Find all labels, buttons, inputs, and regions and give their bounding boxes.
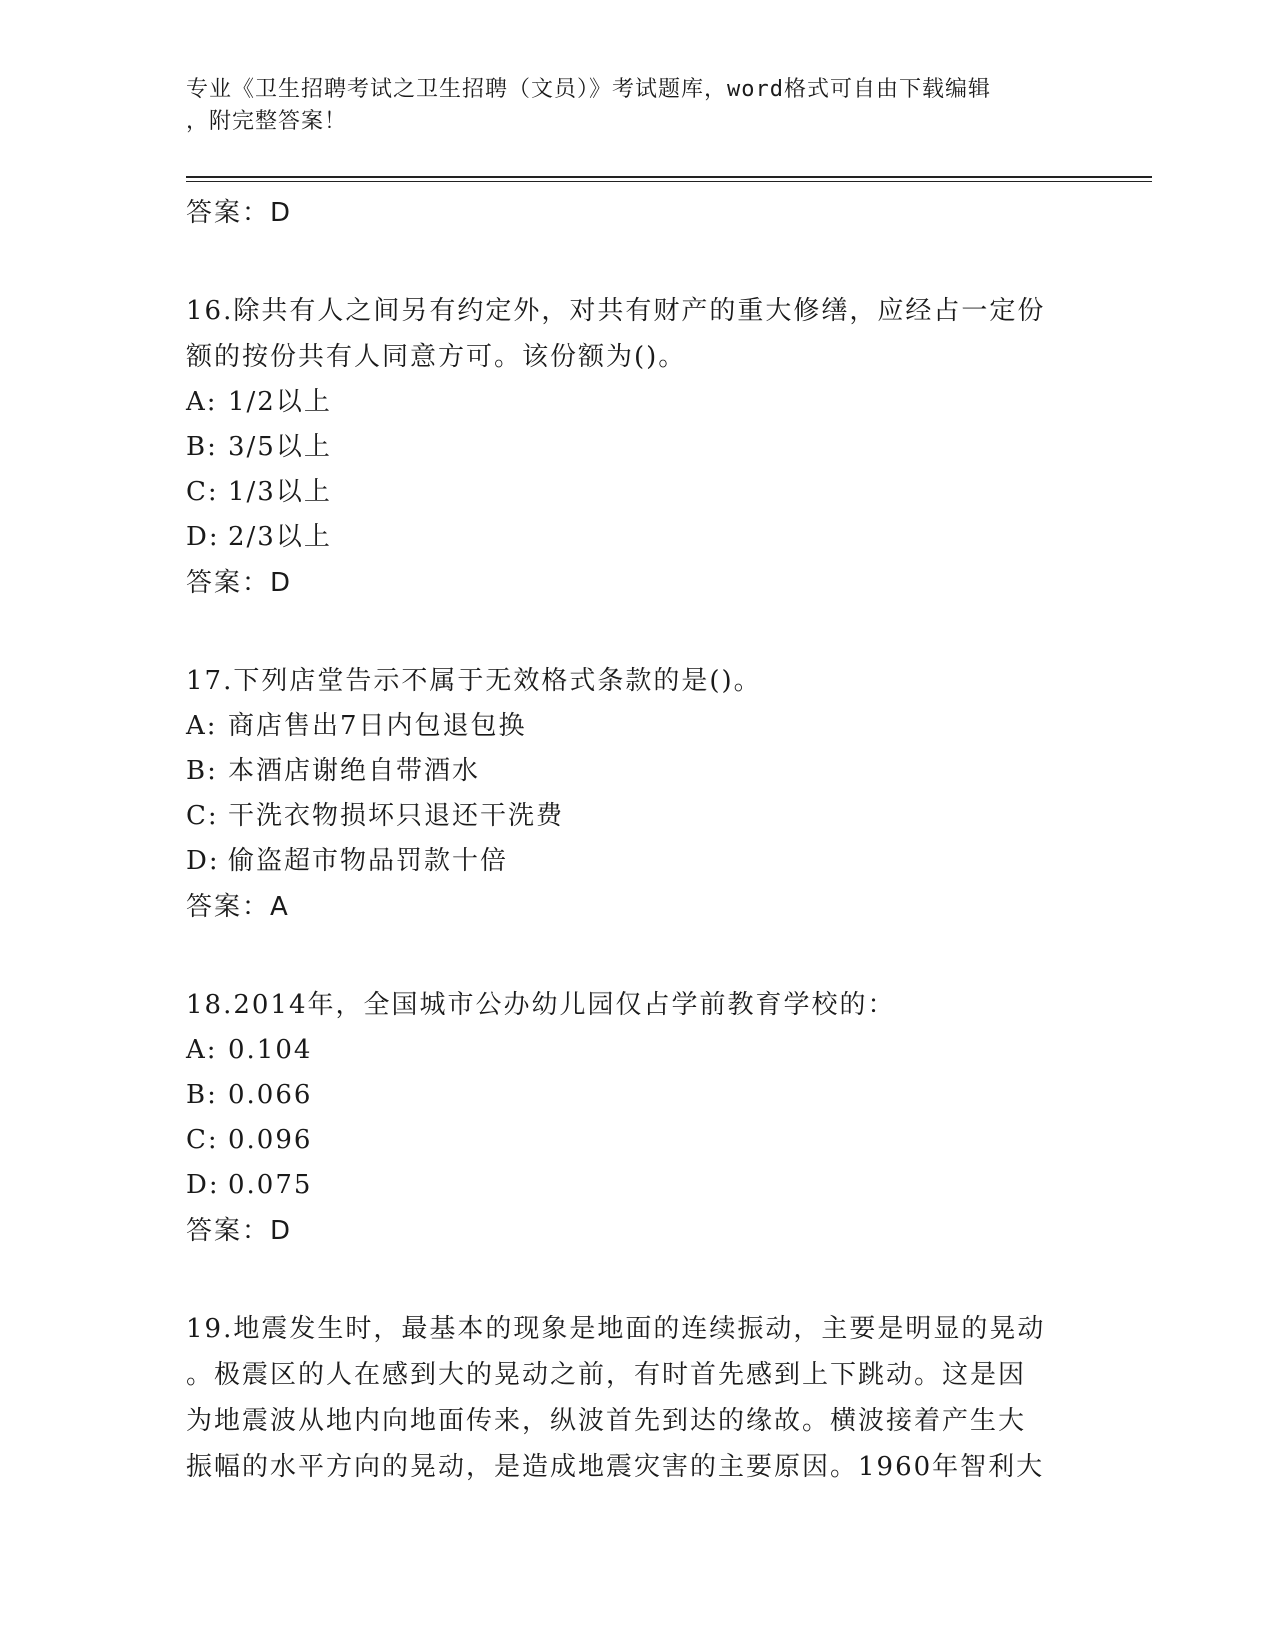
- option-text: 本酒店谢绝自带酒水: [228, 756, 481, 786]
- option-a: [186, 380, 1106, 425]
- option-text: 0.066: [228, 1080, 313, 1110]
- option-text: 商店售出7日内包退包换: [228, 711, 527, 741]
- document-body: [186, 190, 1106, 1490]
- header-line-2: ，附完整答案！: [186, 109, 348, 134]
- option-d: [186, 515, 1106, 560]
- option-label: A:: [186, 1035, 218, 1065]
- header-line-1: 专业《卫生招聘考试之卫生招聘（文员）》考试题库，word格式可自由下载编辑: [186, 77, 991, 102]
- question-18: [186, 982, 1106, 1254]
- option-b: [186, 749, 1106, 794]
- option-label: D:: [186, 1170, 220, 1200]
- option-label: B:: [186, 432, 218, 462]
- question-text: 16.除共有人之间另有约定外，对共有财产的重大修缮，应经占一定份: [186, 296, 1046, 326]
- answer-line: 答案：A: [186, 892, 290, 922]
- option-label: A:: [186, 387, 218, 417]
- option-label: C:: [186, 477, 219, 507]
- header-divider: [186, 176, 1152, 182]
- question-19: [186, 1306, 1106, 1490]
- option-text: 干洗衣物损坏只退还干洗费: [228, 801, 565, 831]
- answer-line: 答案：D: [186, 1216, 293, 1246]
- question-text: 18.2014年，全国城市公办幼儿园仅占学前教育学校的：: [186, 990, 896, 1020]
- option-d: [186, 1163, 1106, 1208]
- question-text: 17.下列店堂告示不属于无效格式条款的是()。: [186, 666, 762, 696]
- option-d: [186, 839, 1106, 884]
- option-text: 0.096: [228, 1125, 313, 1155]
- option-c: [186, 470, 1106, 515]
- question-text: 为地震波从地内向地面传来，纵波首先到达的缘故。横波接着产生大: [186, 1406, 1027, 1436]
- answer-line: 答案：D: [186, 198, 293, 228]
- option-text: 偷盗超市物品罚款十倍: [228, 846, 509, 876]
- option-label: D:: [186, 522, 220, 552]
- option-text: 2/3以上: [228, 522, 332, 552]
- question-text: 额的按份共有人同意方可。该份额为()。: [186, 342, 687, 372]
- option-text: 3/5以上: [228, 432, 332, 462]
- option-label: B:: [186, 756, 218, 786]
- option-a: [186, 704, 1106, 749]
- option-text: 1/3以上: [228, 477, 332, 507]
- question-text: 振幅的水平方向的晃动，是造成地震灾害的主要原因。1960年智利大: [186, 1452, 1045, 1482]
- option-a: [186, 1028, 1106, 1073]
- answer-line: 答案：D: [186, 568, 293, 598]
- option-b: [186, 425, 1106, 470]
- option-c: [186, 1118, 1106, 1163]
- question-17: [186, 658, 1106, 930]
- option-text: 0.104: [228, 1035, 313, 1065]
- option-b: [186, 1073, 1106, 1118]
- option-label: C:: [186, 801, 219, 831]
- option-label: D:: [186, 846, 220, 876]
- option-text: 1/2以上: [228, 387, 332, 417]
- option-label: B:: [186, 1080, 218, 1110]
- question-16: [186, 288, 1106, 606]
- option-label: C:: [186, 1125, 219, 1155]
- question-text: 。极震区的人在感到大的晃动之前，有时首先感到上下跳动。这是因: [186, 1360, 1027, 1390]
- document-header: [186, 74, 1086, 138]
- option-label: A:: [186, 711, 218, 741]
- option-c: [186, 794, 1106, 839]
- option-text: 0.075: [228, 1170, 313, 1200]
- question-text: 19.地震发生时，最基本的现象是地面的连续振动，主要是明显的晃动: [186, 1314, 1046, 1344]
